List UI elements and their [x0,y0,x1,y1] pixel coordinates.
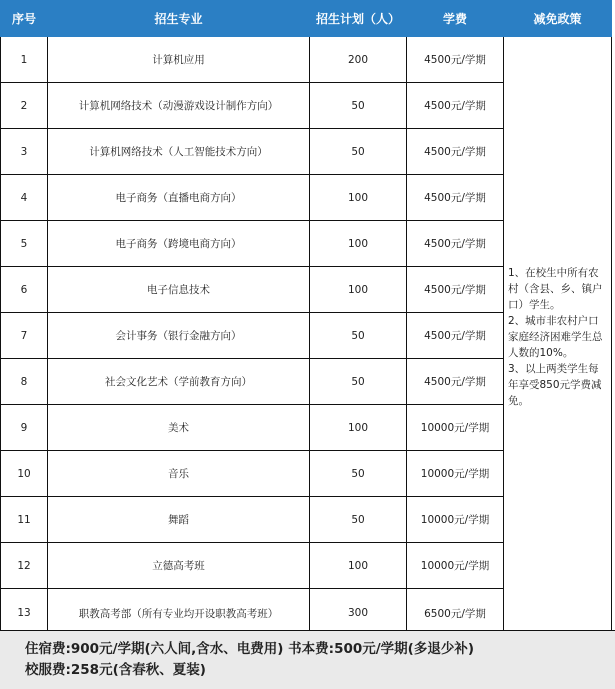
row-plan: 50 [310,451,407,497]
row-no: 4 [1,175,48,221]
row-fee: 4500元/学期 [407,129,504,175]
policy-item: 1、在校生中所有农村（含县、乡、镇户口）学生。 [508,267,603,311]
row-plan: 100 [310,543,407,589]
row-major: 舞蹈 [48,497,310,543]
row-major: 计算机网络技术（动漫游戏设计制作方向） [48,83,310,129]
row-fee: 4500元/学期 [407,83,504,129]
row-fee: 10000元/学期 [407,451,504,497]
row-plan: 50 [310,359,407,405]
row-plan: 300 [310,589,407,638]
row-major: 职教高考部（所有专业均开设职教高考班） [48,589,310,638]
row-fee: 4500元/学期 [407,221,504,267]
policy-cell [504,37,612,638]
row-no: 10 [1,451,48,497]
row-no: 7 [1,313,48,359]
header-fee: 学费 [407,1,504,37]
header-plan: 招生计划（人） [310,1,407,37]
row-plan: 50 [310,497,407,543]
row-fee: 4500元/学期 [407,37,504,83]
row-plan: 50 [310,129,407,175]
row-no: 3 [1,129,48,175]
row-fee: 6500元/学期 [407,589,504,638]
header-policy: 减免政策 [504,1,612,37]
row-no: 5 [1,221,48,267]
row-major: 会计事务（银行金融方向） [48,313,310,359]
row-no: 8 [1,359,48,405]
row-plan: 100 [310,405,407,451]
row-fee: 10000元/学期 [407,497,504,543]
row-fee: 4500元/学期 [407,313,504,359]
row-no: 6 [1,267,48,313]
header-no: 序号 [1,1,48,37]
row-major: 计算机应用 [48,37,310,83]
policy-item: 3、以上两类学生每年享受850元学费减免。 [508,363,602,407]
row-plan: 50 [310,313,407,359]
row-fee: 4500元/学期 [407,175,504,221]
row-major: 美术 [48,405,310,451]
table-header-row [1,1,612,37]
row-plan: 200 [310,37,407,83]
row-no: 2 [1,83,48,129]
row-major: 计算机网络技术（人工智能技术方向） [48,129,310,175]
row-fee: 4500元/学期 [407,359,504,405]
row-major: 电子商务（跨境电商方向） [48,221,310,267]
row-no: 9 [1,405,48,451]
row-major: 电子信息技术 [48,267,310,313]
row-major: 音乐 [48,451,310,497]
row-major: 立德高考班 [48,543,310,589]
fees-footer [0,630,615,689]
fees-line-2: 校服费:258元(含春秋、夏装) [25,662,206,678]
row-no: 13 [1,589,48,638]
row-plan: 50 [310,83,407,129]
table-row [1,37,612,83]
row-no: 11 [1,497,48,543]
row-fee: 10000元/学期 [407,405,504,451]
row-no: 12 [1,543,48,589]
row-fee: 4500元/学期 [407,267,504,313]
header-major: 招生专业 [48,1,310,37]
row-major: 电子商务（直播电商方向） [48,175,310,221]
fees-line-1: 住宿费:900元/学期(六人间,含水、电费用) 书本费:500元/学期(多退少补) [25,641,475,657]
row-no: 1 [1,37,48,83]
row-plan: 100 [310,267,407,313]
row-plan: 100 [310,221,407,267]
row-plan: 100 [310,175,407,221]
row-fee: 10000元/学期 [407,543,504,589]
policy-item: 2、城市非农村户口家庭经济困难学生总人数的10%。 [508,315,603,359]
row-major: 社会文化艺术（学前教育方向） [48,359,310,405]
